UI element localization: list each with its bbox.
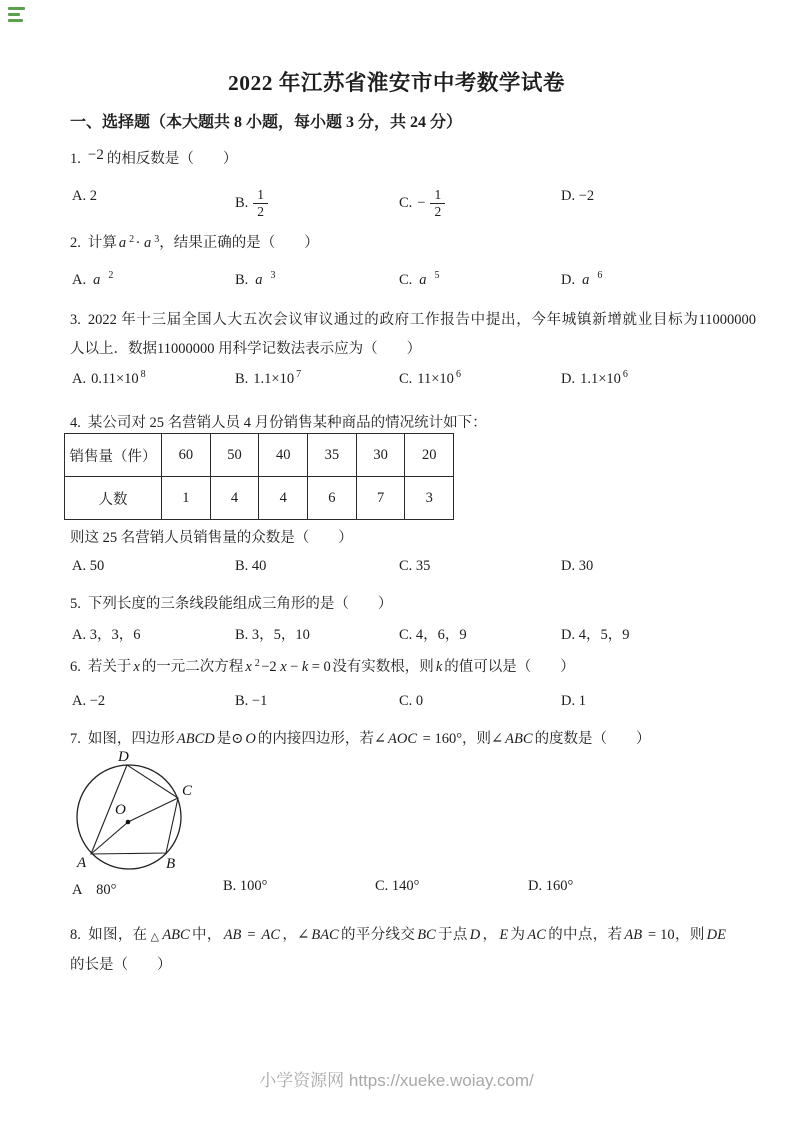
option-label: B. xyxy=(235,272,249,288)
option-label: C. xyxy=(399,272,413,288)
label-C: C xyxy=(182,783,193,799)
q1-option-d: D. −2 xyxy=(561,188,595,204)
q4-statistics-table xyxy=(64,433,454,520)
q3-stem-line2 xyxy=(70,337,421,358)
radius-OA xyxy=(91,822,128,854)
inscribed-quadrilateral-ABCD xyxy=(91,765,178,854)
math-var: DE xyxy=(706,927,727,943)
q1-stem xyxy=(70,147,237,168)
fraction-denominator: 2 xyxy=(434,204,442,220)
fraction-numerator: 1 xyxy=(430,188,445,204)
minus-sign: − xyxy=(417,195,426,212)
q2-option-b xyxy=(235,269,276,289)
math-var: D xyxy=(469,927,481,943)
option-label: A. xyxy=(72,272,87,288)
q7-text: 如图，四边形 xyxy=(87,731,175,747)
exponent: 7 xyxy=(296,368,302,380)
math-var: AB xyxy=(624,927,643,943)
coefficient: 0.11×10 xyxy=(91,371,139,387)
q7-text: 的度数是（ ） xyxy=(534,731,651,747)
option-label: A. xyxy=(72,371,87,387)
math-var: BAC xyxy=(311,927,339,943)
math-var: AC xyxy=(527,927,546,943)
equals-value: = 10 xyxy=(644,927,675,943)
math-var: a xyxy=(143,235,152,251)
math-var: x xyxy=(245,659,252,675)
table-cell: 7 xyxy=(356,477,405,520)
q1-option-b-label: B. xyxy=(235,195,249,212)
coefficient: 1.1×10 xyxy=(253,371,295,387)
exponent: 6 xyxy=(597,269,603,281)
equals-zero: = 0 xyxy=(311,659,331,675)
table-row-sales xyxy=(65,434,454,477)
q5-option-b: B. 3，5，10 xyxy=(235,627,310,643)
q8-text: 为 xyxy=(510,927,526,943)
q2-option-a xyxy=(72,269,114,289)
q8-text: 中， xyxy=(191,927,222,943)
math-var: a xyxy=(93,272,101,288)
q5-text: 下列长度的三条线段能组成三角形的是（ ） xyxy=(87,596,393,612)
fraction xyxy=(430,188,445,219)
q5-option-c: C. 4，6，9 xyxy=(399,627,467,643)
math-var: k xyxy=(301,659,309,675)
table-cell: 50 xyxy=(210,434,259,477)
math-var: k xyxy=(435,659,443,675)
q2-option-c xyxy=(399,269,440,289)
q4-stem xyxy=(70,411,487,432)
table-cell: 3 xyxy=(405,477,454,520)
q4-text: 某公司对 25 名营销人员 4 月份销售某种商品的情况统计如下： xyxy=(87,415,487,431)
q7-circle-figure xyxy=(56,748,224,890)
q8-text-line2: 的长是（ ） xyxy=(70,957,172,973)
q4-option-c: C. 35 xyxy=(399,558,431,574)
label-B: B xyxy=(166,856,176,872)
q6-options xyxy=(0,693,793,715)
q5-options xyxy=(0,623,793,645)
option-label: D. xyxy=(561,371,576,387)
q3-stem-line1 xyxy=(70,308,756,329)
row-header: 人数 xyxy=(65,477,162,520)
q3-option-c xyxy=(399,368,461,388)
equals-sign: = xyxy=(243,927,260,943)
q4-option-b: B. 40 xyxy=(235,558,267,574)
q4-options xyxy=(0,558,793,580)
q1-option-a: A. 2 xyxy=(72,188,97,204)
math-var: E xyxy=(499,927,509,943)
math-var: AC xyxy=(261,927,281,943)
q6-text: 没有实数根，则 xyxy=(332,659,434,675)
q6-text: 若关于 xyxy=(87,659,132,675)
math-var: a xyxy=(255,272,263,288)
table-cell: 20 xyxy=(405,434,454,477)
table-cell: 60 xyxy=(162,434,211,477)
math-var: AOC xyxy=(388,731,418,747)
q3-number: 3. xyxy=(70,312,81,328)
table-cell: 40 xyxy=(259,434,308,477)
math-var: ABCD xyxy=(176,731,215,747)
q7-option-a: A 80° xyxy=(72,882,117,898)
q4-prompt-text: 则这 25 名营销人员销售量的众数是（ ） xyxy=(70,530,353,546)
q8-number: 8. xyxy=(70,927,81,943)
minus-sign: − xyxy=(290,659,299,675)
math-var: a xyxy=(419,272,427,288)
q6-text: 的一元二次方程 xyxy=(141,659,244,675)
exponent: 5 xyxy=(434,269,440,281)
q5-option-d: D. 4，5，9 xyxy=(561,627,630,643)
q6-option-b: B. −1 xyxy=(235,693,268,709)
option-label: B. xyxy=(235,371,249,387)
q8-text: ，∠ xyxy=(282,927,310,943)
coefficient: 11×10 xyxy=(417,371,454,387)
exponent: 6 xyxy=(622,368,628,380)
q6-option-c: C. 0 xyxy=(399,693,424,709)
math-var: ABC xyxy=(505,731,533,747)
exponent: 2 xyxy=(254,657,260,669)
table-cell: 4 xyxy=(210,477,259,520)
q3-text-line1: 2022 年十三届全国人大五次会议审议通过的政府工作报告中提出，今年城镇新增就业目标为11000000 xyxy=(87,312,756,328)
q7-option-c: C. 140° xyxy=(375,878,420,894)
page-title: 2022 年江苏省淮安市中考数学试卷 xyxy=(228,71,565,95)
fraction-denominator: 2 xyxy=(257,204,265,220)
q8-text: ，则 xyxy=(674,927,705,943)
math-term: −2 xyxy=(261,659,277,675)
table-cell: 6 xyxy=(308,477,357,520)
q6-number: 6. xyxy=(70,659,81,675)
q8-text: 如图，在 xyxy=(87,927,148,943)
q3-option-a xyxy=(72,368,146,388)
exponent: 3 xyxy=(270,269,276,281)
corner-logo-icon xyxy=(8,6,28,26)
exponent: 3 xyxy=(154,233,160,245)
fraction xyxy=(253,188,268,219)
table-cell: 1 xyxy=(162,477,211,520)
q7-number: 7. xyxy=(70,731,81,747)
radius-OC xyxy=(128,798,178,822)
q7-text: 是⊙ xyxy=(216,731,244,747)
q8-text: 的中点，若 xyxy=(547,927,623,943)
option-label: D. xyxy=(561,272,576,288)
q5-number: 5. xyxy=(70,596,81,612)
q1-number: 1. xyxy=(70,151,81,167)
q4-option-a: A. 50 xyxy=(72,558,105,574)
math-var: a xyxy=(582,272,590,288)
q6-stem xyxy=(70,655,575,676)
q4-option-d: D. 30 xyxy=(561,558,594,574)
option-label: C. xyxy=(399,371,413,387)
q1-option-c-label: C. xyxy=(399,195,413,212)
center-point-dot xyxy=(126,820,131,825)
row-header: 销售量（件） xyxy=(65,434,162,477)
label-A: A xyxy=(77,855,87,871)
math-var: BC xyxy=(417,927,436,943)
q1-raised-term: −2 xyxy=(87,147,104,163)
q7-stem xyxy=(70,727,651,748)
q2-number: 2. xyxy=(70,235,81,251)
table-cell: 30 xyxy=(356,434,405,477)
table-row-people xyxy=(65,477,454,520)
table-cell: 35 xyxy=(308,434,357,477)
q2-options xyxy=(0,269,793,294)
q8-text: 于点 xyxy=(437,927,468,943)
q2-stem xyxy=(70,231,319,252)
math-var: x xyxy=(133,659,140,675)
q6-text: 的值可以是（ ） xyxy=(444,659,575,675)
q6-option-a: A. −2 xyxy=(72,693,106,709)
q1-option-b xyxy=(235,188,268,219)
math-var: x xyxy=(280,659,287,675)
exponent: 6 xyxy=(455,368,461,380)
footer-watermark: 小学资源网 https://xueke.woiay.com/ xyxy=(259,1071,534,1090)
q8-stem-line1 xyxy=(70,923,728,944)
q4-prompt xyxy=(70,526,353,547)
q7-text: 的内接四边形，若∠ xyxy=(257,731,387,747)
q2-option-d xyxy=(561,269,603,289)
math-var: O xyxy=(245,731,256,747)
q7-options xyxy=(0,878,793,900)
q7-option-b: B. 100° xyxy=(223,878,268,894)
q6-option-d: D. 1 xyxy=(561,693,586,709)
q7-text: = 160°，则∠ xyxy=(419,731,504,747)
exponent: 2 xyxy=(108,269,114,281)
math-var: ABC xyxy=(162,927,190,943)
q1-options xyxy=(0,187,793,220)
q8-text: ， xyxy=(482,927,498,943)
q1-text: 的相反数是（ ） xyxy=(106,151,238,167)
q8-stem-line2 xyxy=(70,953,172,974)
q8-text: 的平分线交 xyxy=(340,927,416,943)
triangle-symbol: △ xyxy=(150,931,160,943)
q2-text-pre: 计算 xyxy=(87,235,117,251)
label-D: D xyxy=(118,749,129,765)
q1-option-c xyxy=(399,188,445,219)
q3-option-b xyxy=(235,368,302,388)
fraction-numerator: 1 xyxy=(253,188,268,204)
label-O: O xyxy=(115,802,126,818)
section-heading: 一、选择题（本大题共 8 小题，每小题 3 分，共 24 分） xyxy=(70,114,463,131)
table-cell: 4 xyxy=(259,477,308,520)
q3-option-d xyxy=(561,368,628,388)
q3-text-line2: 人以上．数据11000000 用科学记数法表示应为（ ） xyxy=(70,341,422,357)
q5-stem xyxy=(70,592,392,613)
exponent: 8 xyxy=(140,368,146,380)
q5-option-a: A. 3，3，6 xyxy=(72,627,141,643)
multiplication-dot: · xyxy=(135,235,141,251)
q3-options xyxy=(0,368,793,393)
coefficient: 1.1×10 xyxy=(580,371,621,387)
q2-text-post: ，结果正确的是（ ） xyxy=(159,235,319,251)
exponent: 2 xyxy=(129,233,135,245)
math-var: AB xyxy=(223,927,242,943)
q7-option-d: D. 160° xyxy=(528,878,574,894)
math-var: a xyxy=(118,235,127,251)
q4-number: 4. xyxy=(70,415,81,431)
